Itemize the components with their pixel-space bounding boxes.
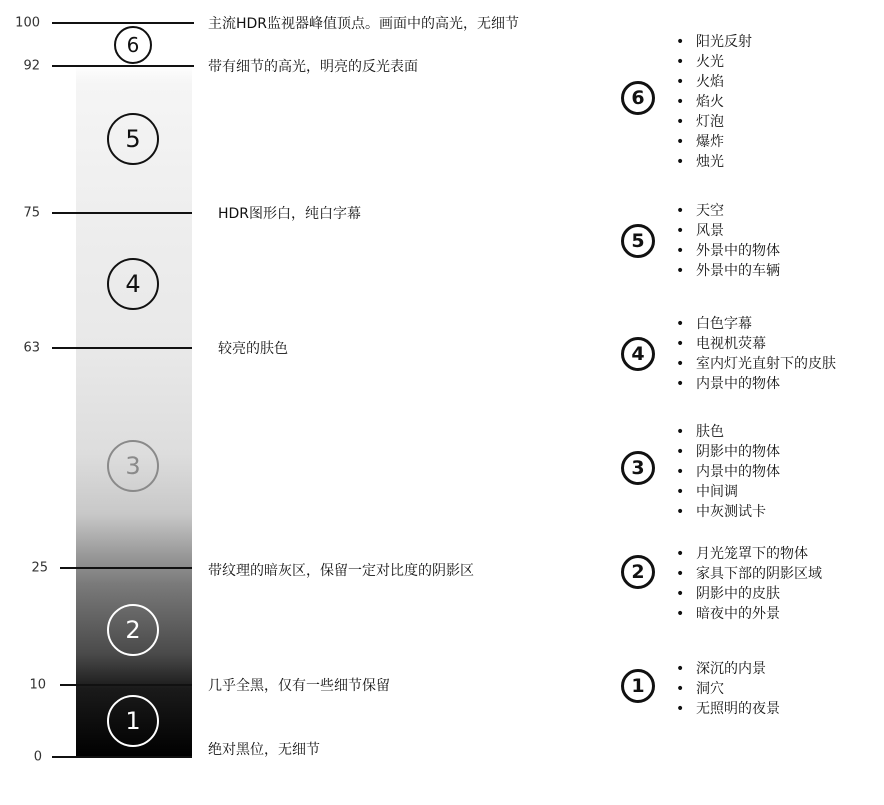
list-item: • 灯泡 bbox=[676, 112, 752, 132]
zone-2-marker: 2 bbox=[107, 604, 159, 656]
tick-line-10 bbox=[60, 684, 192, 686]
tick-label-75: 75 bbox=[23, 205, 40, 221]
legend-zone-5-marker: 5 bbox=[621, 224, 655, 258]
zone-2-example-list bbox=[676, 544, 822, 624]
list-item: • 中间调 bbox=[676, 482, 780, 502]
list-item: • 阴影中的皮肤 bbox=[676, 584, 822, 604]
zone-4-example-list bbox=[676, 314, 836, 394]
legend-zone-2-marker: 2 bbox=[621, 555, 655, 589]
zone-6-marker: 6 bbox=[114, 26, 152, 64]
zone-5-marker: 5 bbox=[107, 113, 159, 165]
zone-4-marker: 4 bbox=[107, 258, 159, 310]
zone-6-example-list bbox=[676, 32, 752, 172]
list-item: • 外景中的物体 bbox=[676, 241, 780, 261]
legend-zone-4-marker: 4 bbox=[621, 337, 655, 371]
tick-label-92: 92 bbox=[23, 58, 40, 74]
tick-description-0: 绝对黑位，无细节 bbox=[208, 742, 320, 758]
list-item: • 肤色 bbox=[676, 422, 780, 442]
legend-zone-1-marker: 1 bbox=[621, 669, 655, 703]
tick-description-100: 主流HDR监视器峰值顶点。画面中的高光，无细节 bbox=[208, 16, 520, 32]
list-item: • 深沉的内景 bbox=[676, 659, 780, 679]
list-item: • 外景中的车辆 bbox=[676, 261, 780, 281]
list-item: • 无照明的夜景 bbox=[676, 699, 780, 719]
tick-description-10: 几乎全黑，仅有一些细节保留 bbox=[208, 678, 390, 694]
zone-1-example-list bbox=[676, 659, 780, 719]
list-item: • 白色字幕 bbox=[676, 314, 836, 334]
list-item: • 火焰 bbox=[676, 72, 752, 92]
list-item: • 阳光反射 bbox=[676, 32, 752, 52]
tick-description-92: 带有细节的高光，明亮的反光表面 bbox=[208, 59, 418, 75]
tick-label-0: 0 bbox=[33, 749, 42, 765]
list-item: • 烛光 bbox=[676, 152, 752, 172]
tick-label-63: 63 bbox=[23, 340, 40, 356]
list-item: • 月光笼罩下的物体 bbox=[676, 544, 822, 564]
zone-3-marker: 3 bbox=[107, 440, 159, 492]
tick-label-25: 25 bbox=[31, 560, 48, 576]
tick-line-100 bbox=[52, 22, 194, 24]
zone-5-example-list bbox=[676, 201, 780, 281]
tick-line-63 bbox=[52, 347, 192, 349]
tick-description-63: 较亮的肤色 bbox=[218, 341, 288, 357]
list-item: • 洞穴 bbox=[676, 679, 780, 699]
tick-label-100: 100 bbox=[15, 15, 40, 31]
tick-description-75: HDR图形白，纯白字幕 bbox=[218, 206, 362, 222]
list-item: • 阴影中的物体 bbox=[676, 442, 780, 462]
legend-zone-3-marker: 3 bbox=[621, 451, 655, 485]
tick-line-25 bbox=[60, 567, 192, 569]
tick-line-75 bbox=[52, 212, 192, 214]
tick-line-92 bbox=[52, 65, 194, 67]
zone-3-example-list bbox=[676, 422, 780, 522]
list-item: • 风景 bbox=[676, 221, 780, 241]
list-item: • 中灰测试卡 bbox=[676, 502, 780, 522]
zone-1-marker: 1 bbox=[107, 695, 159, 747]
list-item: • 暗夜中的外景 bbox=[676, 604, 822, 624]
list-item: • 天空 bbox=[676, 201, 780, 221]
tick-label-10: 10 bbox=[29, 677, 46, 693]
list-item: • 电视机荧幕 bbox=[676, 334, 836, 354]
list-item: • 爆炸 bbox=[676, 132, 752, 152]
list-item: • 内景中的物体 bbox=[676, 374, 836, 394]
tick-description-25: 带纹理的暗灰区，保留一定对比度的阴影区 bbox=[208, 563, 474, 579]
list-item: • 内景中的物体 bbox=[676, 462, 780, 482]
list-item: • 焰火 bbox=[676, 92, 752, 112]
list-item: • 室内灯光直射下的皮肤 bbox=[676, 354, 836, 374]
tick-line-0 bbox=[52, 756, 192, 758]
legend-zone-6-marker: 6 bbox=[621, 81, 655, 115]
list-item: • 火光 bbox=[676, 52, 752, 72]
list-item: • 家具下部的阴影区域 bbox=[676, 564, 822, 584]
